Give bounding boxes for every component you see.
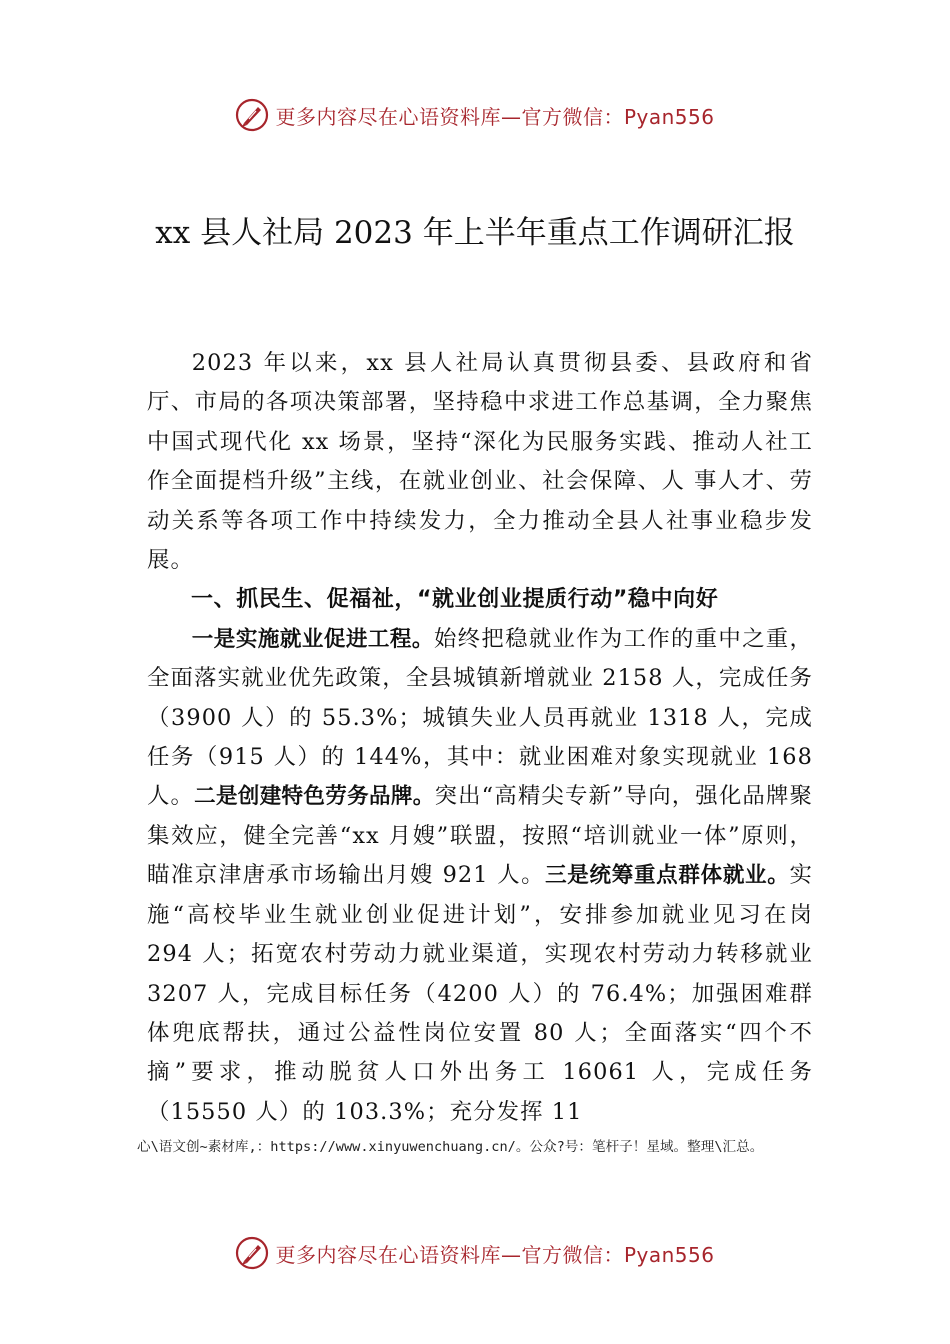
- item-3-text: 实施“高校毕业生就业创业促进计划”，安排参加就业见习在岗 294 人；拓宽农村劳动力就业渠道，实现农村劳动力转移就业 3207 人，完成目标任务（4200 人）的 76.4%；加强困难群体兜底帮扶，通过公益性岗位安置 80 人；全面落实“四个不摘”要求，推动脱贫人口外出务工 16061 人，完成任务（15550 人）的 103.3%；充分发挥 11: [147, 862, 813, 1125]
- header-banner: [0, 95, 950, 135]
- footer-banner: [0, 1233, 950, 1273]
- item-2-text: 突出“高精尖专新”导向，强化品牌聚集效应，健全完善“xx 月嫂”联盟，按照“培训就业一体”原则，瞄准京津唐承市场输出月嫂 921 人。: [147, 783, 813, 889]
- section-1-paragraph: [147, 620, 813, 1132]
- item-3-lead: 三是统筹重点群体就业。: [545, 863, 790, 889]
- section-1-heading: 一、抓民生、促福祉，“就业创业提质行动”稳中向好: [191, 587, 719, 613]
- banner-text: 更多内容尽在心语资料库—官方微信：Pyan556: [275, 1242, 715, 1267]
- item-2-lead: 二是创建特色劳务品牌。: [194, 784, 435, 810]
- item-1-lead: 一是实施就业促进工程。: [191, 626, 434, 652]
- intro-paragraph: 2023 年以来，xx 县人社局认真贯彻县委、县政府和省厅、市局的各项决策部署，坚持稳中求进工作总基调，全力聚焦中国式现代化 xx 场景，坚持“深化为民服务实践、推动人社工作全面提档升级”主线，在就业创业、社会保障、人 事人才、劳动关系等各项工作中持续发力，全力推动全县人社事业稳步发展。: [147, 350, 813, 574]
- banner-text: 更多内容尽在心语资料库—官方微信：Pyan556: [275, 104, 715, 129]
- document-body: [147, 344, 813, 1132]
- item-1-text: 始终把稳就业作为工作的重中之重，全面落实就业优先政策，全县城镇新增就业 2158 人，完成任务（3900 人）的 55.3%；城镇失业人员再就业 1318 人，完成任务（915 人）的 144%，其中：就业困难对象实现就业 168 人。: [147, 625, 813, 810]
- quill-pen-logo-icon: [235, 98, 269, 132]
- quill-pen-logo-icon: [235, 1236, 269, 1270]
- document-title: xx 县人社局 2023 年上半年重点工作调研汇报: [155, 214, 795, 251]
- source-note: 心\语文创~素材库,：https://www.xinyuwenchuang.cn/。公众?号：笔杆子！星域。整理\汇总。: [137, 1139, 764, 1155]
